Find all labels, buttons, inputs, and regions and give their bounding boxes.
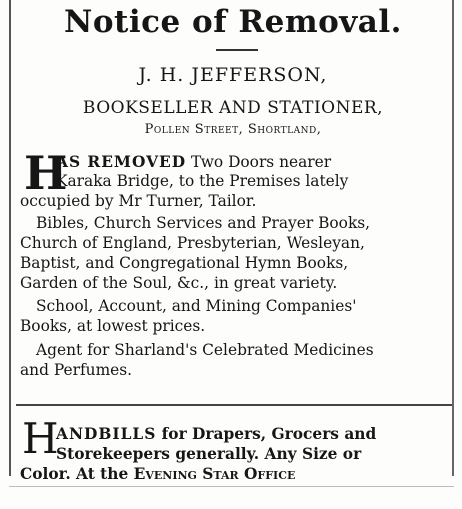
column-rule-right [452,0,454,476]
handbills-line-2: Storekeepers generally. Any Size or [56,445,362,463]
proprietor-address: Pollen Street, Shortland, [144,122,322,137]
school-line-2: Books, at lowest prices. [20,317,206,335]
proprietor-name: J. H. JEFFERSON, [138,64,328,86]
handbills-line-3-start: Color. At the [20,465,134,483]
evening-star-office: Evening Star Office [133,465,296,483]
handbills-lead-caps: ANDBILLS [56,425,157,443]
books-line-1: Bibles, Church Services and Prayer Books, [36,214,371,232]
handbills-line-3 [20,464,295,484]
column-rule-left [9,0,11,476]
proprietor-trade: BOOKSELLER AND STATIONER, [82,98,384,118]
books-line-4: Garden of the Soul, &c., in great variety. [20,274,338,292]
title-separator [216,49,258,51]
handbills-line-1 [56,424,376,444]
agent-line-1: Agent for Sharland's Celebrated Medicines [36,341,374,359]
removal-lead-caps: AS REMOVED [56,153,187,171]
removal-drop-cap: H [24,146,68,200]
handbills-drop-cap: H [22,414,59,463]
removal-line-2: Karaka Bridge, to the Premises lately [56,172,349,190]
books-line-2: Church of England, Presbyterian, Wesleyan, [20,234,365,252]
books-line-3: Baptist, and Congregational Hymn Books, [20,254,349,272]
bottom-rule [9,486,454,487]
removal-line-1 [56,152,331,172]
notice-title: Notice of Removal. [64,4,402,40]
removal-line-3: occupied by Mr Turner, Tailor. [20,192,257,210]
school-line-1: School, Account, and Mining Companies' [36,297,357,315]
agent-line-2: and Perfumes. [20,361,133,379]
removal-line-1-rest: Two Doors nearer [186,153,332,171]
advert-divider [16,404,452,406]
handbills-line-1-rest: for Drapers, Grocers and [156,425,377,443]
